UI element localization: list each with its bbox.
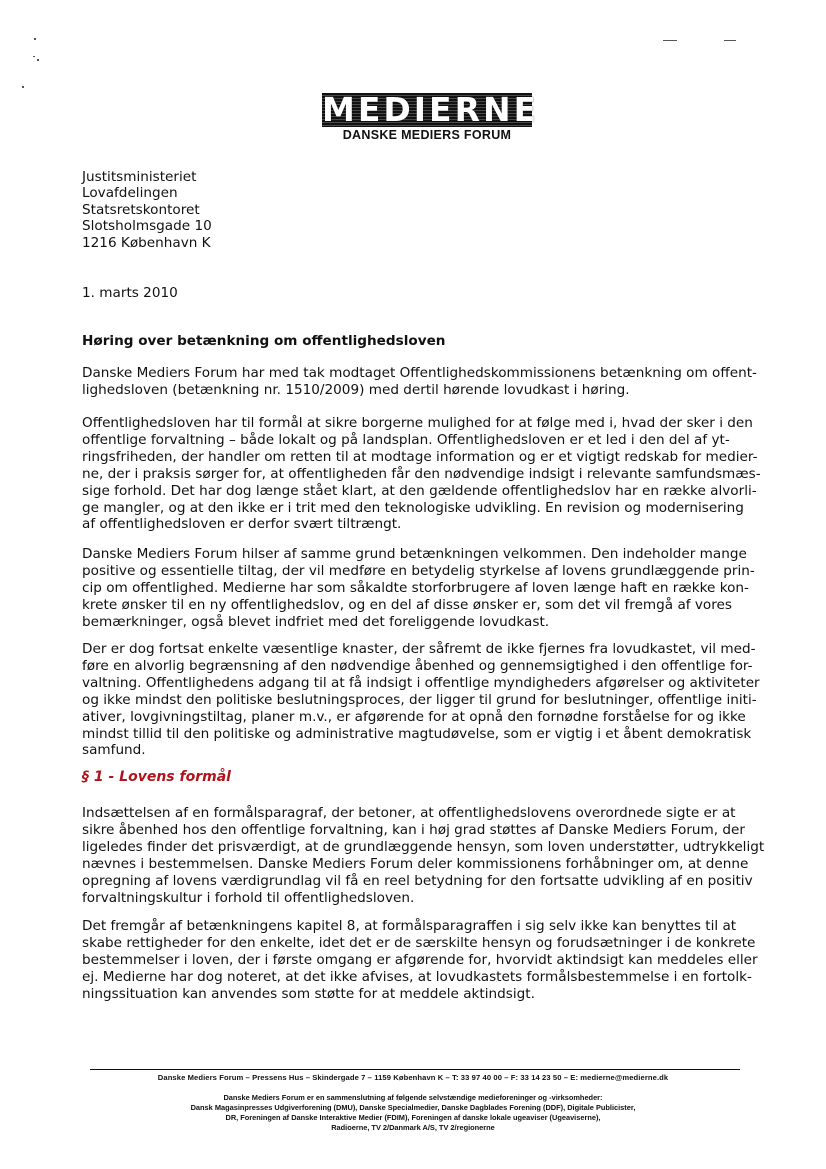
footer-contact-line: Danske Mediers Forum – Pressens Hus – Skindergade 7 – 1159 København K – T: 33 97 40 00 – F: 33 14 23 50 – E: medierne@medierne.dk — [157, 1073, 669, 1082]
address-line: 1216 København K — [82, 234, 211, 251]
paragraph — [82, 415, 761, 533]
paragraph-line: skabe rettigheder for den enkelte, idet det er de særskilte hensyn og forudsætninger i de konkrete — [82, 934, 756, 951]
footer-divider — [90, 1069, 740, 1070]
paragraph-line: valtning. Offentlighedens adgang til at få indsigt i offentlige myndigheders afgørelser og aktiviteter — [82, 674, 760, 691]
address-line: Statsretskontoret — [82, 201, 200, 218]
recipient-address — [82, 169, 212, 251]
paragraph-line: Danske Mediers Forum har med tak modtaget Offentlighedskommissionens betænkning om offent- — [82, 365, 757, 381]
paragraph-line: forvaltningskultur i forhold til offentlighedsloven. — [82, 889, 415, 906]
paragraph — [82, 641, 760, 759]
scan-speck — [34, 38, 36, 40]
paragraph-line: bemærkninger, også blevet indfriet med det foreliggende lovudkast. — [82, 613, 550, 630]
paragraph-line: krete ønsker til en ny offentlighedslov, og en del af disse ønsker er, som det vil fremgå af vores — [82, 596, 732, 613]
paragraph-line: ningssituation kan anvendes som støtte for at meddele aktindsigt. — [82, 985, 535, 1002]
paragraph-line: nævnes i bestemmelsen. Danske Mediers Forum deler kommissionens forhåbninger om, at denne — [82, 855, 749, 872]
section-heading: § 1 - Lovens formål — [82, 769, 231, 785]
footer-member-line: Dansk Magasinpresses Udgiverforening (DMU), Danske Specialmedier, Danske Dagblades Forening (DDF), Digitale Publicister, — [190, 1103, 636, 1112]
scan-speck — [724, 40, 736, 41]
paragraph-line: ringsfriheden, der handler om retten til at modtage information og er et vigtigt redskab for medier- — [82, 448, 758, 465]
footer-member-line: DR, Foreningen af Danske Interaktive Medier (FDIM), Foreningen af danske lokale ugeaviser (Ugeaviserne), — [225, 1113, 601, 1122]
paragraph-line: af offentlighedsloven er derfor svært tiltrængt. — [82, 516, 402, 533]
scan-speck — [663, 40, 677, 41]
paragraph-line: og ikke mindst den politiske beslutningsproces, der ligger til grund for beslutninger, offentlige initi- — [82, 691, 757, 708]
paragraph — [82, 805, 765, 906]
paragraph-line: ligeledes finder det prisværdigt, at de grundlæggende hensyn, som loven understøtter, udtrykkeligt — [82, 838, 765, 855]
letterhead-logo — [322, 90, 540, 142]
paragraph-line: sige forhold. Det har dog længe stået klart, at den gældende offentlighedslov har en række alvorli- — [82, 482, 757, 499]
paragraph-line: offentlige forvaltning – både lokalt og på landsplan. Offentlighedsloven er et led i den del af yt- — [82, 431, 730, 448]
subject-heading: Høring over betænkning om offentlighedsloven — [82, 333, 446, 349]
organization-name: DANSKE MEDIERS FORUM — [342, 128, 512, 142]
paragraph-line: samfund. — [82, 742, 146, 759]
letter-date: 1. marts 2010 — [82, 285, 178, 301]
footer-members — [0, 1093, 826, 1133]
paragraph-line: bestemmelser i loven, der i første omgang er afgørende for, hvorvidt aktindsigt kan meddeles eller — [82, 951, 758, 968]
paragraph-line: sikre åbenhed hos den offentlige forvaltning, kan i høj grad støttes af Danske Mediers Forum, der — [82, 821, 746, 838]
paragraph-line: ne, der i praksis sørger for, at offentligheden får den nødvendige indsigt i relevante samfundsmæs- — [82, 465, 761, 482]
address-line: Slotsholmsgade 10 — [82, 218, 212, 235]
logo-wordmark: MEDIERNE — [322, 90, 540, 129]
paragraph-line: føre en alvorlig begrænsning af den nødvendige åbenhed og gennemsigtighed i den offentlige for- — [82, 657, 753, 674]
address-line: Lovafdelingen — [82, 185, 178, 202]
paragraph — [82, 365, 757, 399]
scan-speck — [22, 86, 24, 88]
paragraph-line: ativer, lovgivningstiltag, planer m.v., er afgørende for at opnå den fornødne forståelse for og ikke — [82, 708, 746, 725]
paragraph-line: positive og essentielle tiltag, der vil medføre en betydelig styrkelse af lovens grundlæggende prin- — [82, 562, 755, 579]
scan-speck — [37, 59, 39, 61]
paragraph-line: mindst tillid til den politiske og administrative magtudøvelse, som er vigtig i et åbent demokratisk — [82, 725, 752, 742]
paragraph-line: ej. Medierne har dog noteret, at det ikke afvises, at lovudkastets formålsbestemmelse i en fortolk- — [82, 968, 752, 985]
paragraph-line: ge mangler, og at den ikke er i trit med den teknologiske udvikling. En revision og modernisering — [82, 499, 744, 516]
paragraph-line: cip om offentlighed. Medierne har som såkaldte storforbrugere af loven længe haft en række kon- — [82, 579, 749, 596]
footer-member-line: Danske Mediers Forum er en sammenslutning af følgende selvstændige medieforeninger og -virksomheder: — [223, 1093, 603, 1102]
address-line: Justitsministeriet — [82, 169, 197, 185]
paragraph-line: Der er dog fortsat enkelte væsentlige knaster, der såfremt de ikke fjernes fra lovudkastet, vil med- — [82, 641, 756, 657]
paragraph-line: Offentlighedsloven har til formål at sikre borgerne mulighed for at følge med i, hvad der sker i den — [82, 415, 753, 431]
paragraph — [82, 546, 754, 631]
paragraph-line: Indsættelsen af en formålsparagraf, der betoner, at offentlighedslovens overordnede sigte er at — [82, 805, 736, 821]
footer-member-line: Radioerne, TV 2/Danmark A/S, TV 2/regionerne — [331, 1123, 495, 1132]
paragraph-line: Det fremgår af betænkningens kapitel 8, at formålsparagraffen i sig selv ikke kan benyttes til at — [82, 918, 737, 934]
paragraph — [82, 918, 758, 1003]
paragraph-line: Danske Mediers Forum hilser af samme grund betænkningen velkommen. Den indeholder mange — [82, 546, 747, 562]
paragraph-line: lighedsloven (betænkning nr. 1510/2009) med dertil hørende lovudkast i høring. — [82, 381, 630, 398]
scan-speck — [33, 56, 35, 57]
paragraph-line: opregning af lovens værdigrundlag vil få en reel betydning for den fortsatte udvikling af en positiv — [82, 872, 753, 889]
